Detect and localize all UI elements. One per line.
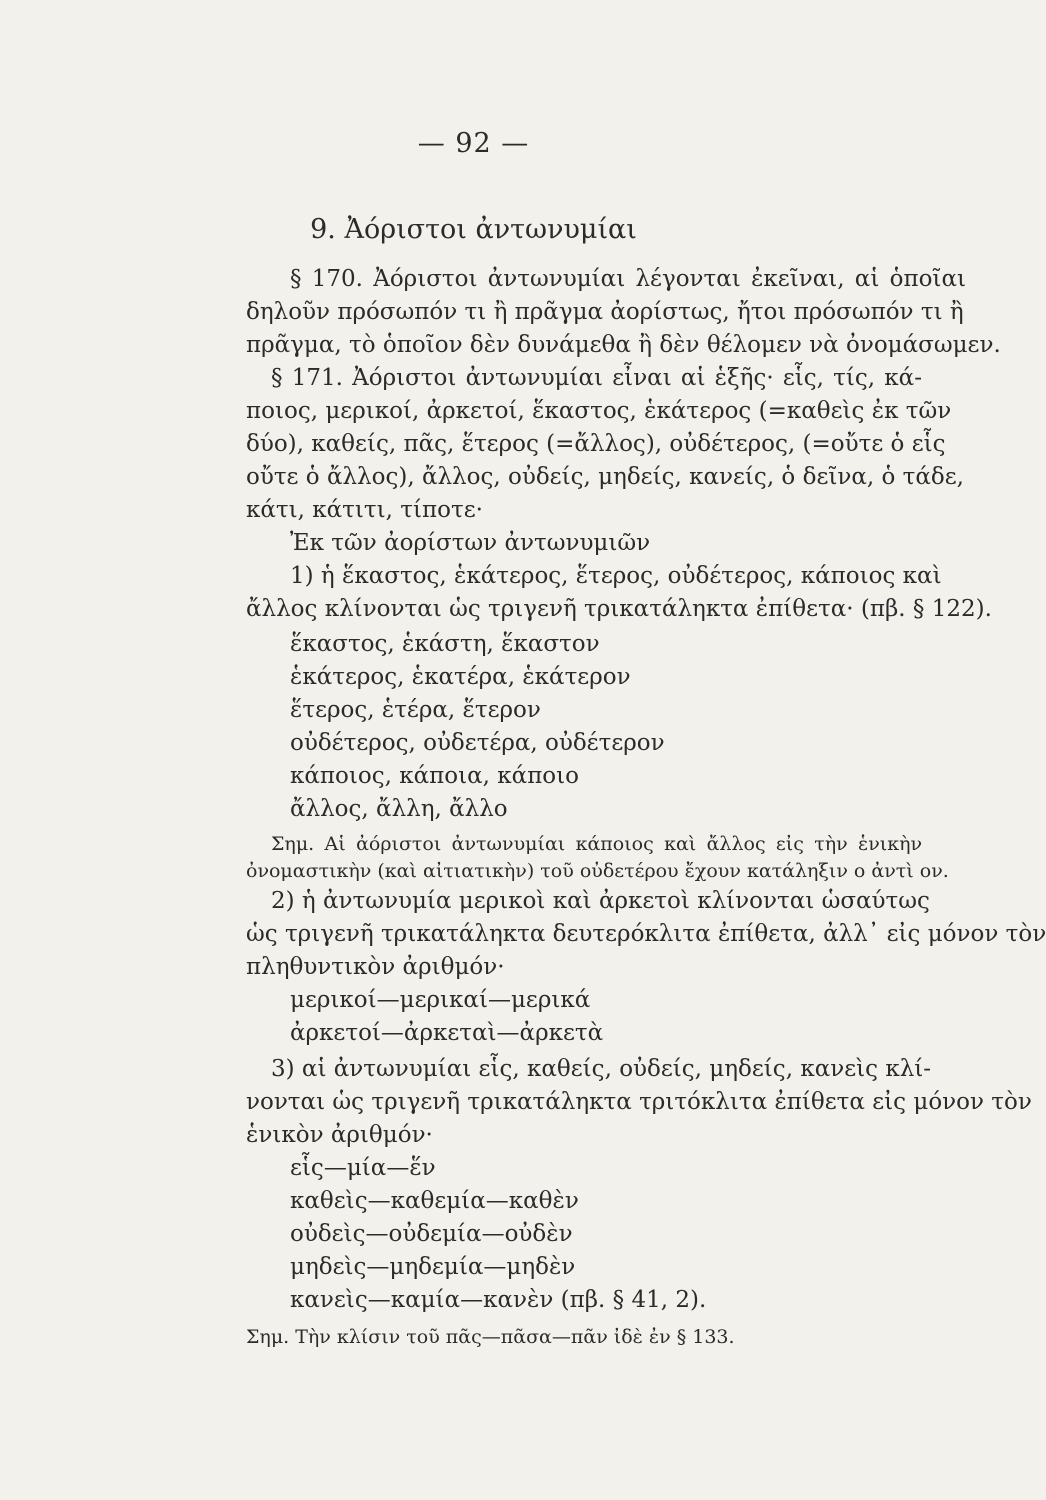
text-line: πρᾶγμα, τὸ ὁποῖον δὲν δυνάμεθα ἢ δὲν θέλομεν νὰ ὀνομάσωμεν.	[246, 332, 1001, 358]
declension-line: ἕκαστος, ἑκάστη, ἕκαστον	[290, 631, 600, 657]
declension-line: μερικοί—μερικαί—μερικά	[290, 987, 591, 1013]
declension-line: ἄλλος, ἄλλη, ἄλλο	[290, 796, 508, 822]
text-line: 1) ἡ ἕκαστος, ἑκάτερος, ἕτερος, οὐδέτερος, κάποιος καὶ	[290, 563, 942, 589]
declension-line: κανεὶς—καμία—κανὲν (πβ. § 41, 2).	[290, 1287, 707, 1313]
text-line: ὡς τριγενῆ τρικατάληκτα δευτερόκλιτα ἐπίθετα, ἀλλ᾿ εἰς μόνον τὸν	[246, 921, 1046, 947]
declension-line: καθεὶς—καθεμία—καθὲν	[290, 1188, 579, 1214]
declension-line: ἕτερος, ἑτέρα, ἕτερον	[290, 697, 541, 723]
text-line: ἑνικὸν ἀριθμόν·	[246, 1122, 433, 1148]
section-heading: 9. Ἀόριστοι ἀντωνυμίαι	[310, 214, 637, 245]
declension-line: εἷς—μία—ἕν	[290, 1155, 436, 1181]
declension-line: κάποιος, κάποια, κάποιο	[290, 763, 580, 789]
text-line: ἄλλος κλίνονται ὡς τριγενῆ τρικατάληκτα ἐπίθετα· (πβ. § 122).	[246, 596, 992, 622]
note-line: Σημ. Αἱ ἀόριστοι ἀντωνυμίαι κάποιος καὶ ἄλλος εἰς τὴν ἑνικὴν	[271, 833, 922, 855]
text-line: δηλοῦν πρόσωπόν τι ἢ πρᾶγμα ἀορίστως, ἤτοι πρόσωπόν τι ἢ	[246, 299, 964, 325]
text-line: § 170. Ἀόριστοι ἀντωνυμίαι λέγονται ἐκεῖναι, αἱ ὁποῖαι	[290, 266, 966, 292]
note-line: Σημ. Τὴν κλίσιν τοῦ πᾶς—πᾶσα—πᾶν ἰδὲ ἐν § 133.	[246, 1326, 735, 1348]
declension-line: ἀρκετοί—ἀρκεταὶ—ἀρκετὰ	[290, 1020, 604, 1046]
text-line: δύο), καθείς, πᾶς, ἕτερος (=ἄλλος), οὐδέτερος, (=οὔτε ὁ εἷς	[246, 431, 946, 457]
text-line: Ἐκ τῶν ἀορίστων ἀντωνυμιῶν	[290, 530, 651, 556]
text-line: 3) αἱ ἀντωνυμίαι εἷς, καθείς, οὐδείς, μηδείς, κανεὶς κλί-	[271, 1056, 932, 1082]
declension-line: μηδεὶς—μηδεμία—μηδὲν	[290, 1254, 576, 1280]
declension-line: οὐδέτερος, οὐδετέρα, οὐδέτερον	[290, 730, 665, 756]
text-line: νονται ὡς τριγενῆ τρικατάληκτα τριτόκλιτα ἐπίθετα εἰς μόνον τὸν	[246, 1089, 1032, 1115]
text-line: 2) ἡ ἀντωνυμία μερικοὶ καὶ ἀρκετοὶ κλίνονται ὡσαύτως	[271, 888, 930, 914]
declension-line: ἑκάτερος, ἑκατέρα, ἑκάτερον	[290, 664, 631, 690]
text-line: οὔτε ὁ ἄλλος), ἄλλος, οὐδείς, μηδείς, κανείς, ὁ δεῖνα, ὁ τάδε,	[246, 464, 964, 490]
text-line: κάτι, κάτιτι, τίποτε·	[246, 497, 483, 523]
text-line: § 171. Ἀόριστοι ἀντωνυμίαι εἶναι αἱ ἑξῆς· εἷς, τίς, κά-	[271, 365, 922, 391]
text-line: ποιος, μερικοί, ἀρκετοί, ἕκαστος, ἑκάτερος (=καθεὶς ἐκ τῶν	[246, 398, 952, 424]
declension-line: οὐδεὶς—οὐδεμία—οὐδὲν	[290, 1221, 573, 1247]
page-number: — 92 —	[417, 128, 530, 159]
text-line: πληθυντικὸν ἀριθμόν·	[246, 954, 505, 980]
note-line: ὀνομαστικὴν (καὶ αἰτιατικὴν) τοῦ οὐδετέρου ἔχουν κατάληξιν ο ἀντὶ ον.	[246, 860, 949, 882]
